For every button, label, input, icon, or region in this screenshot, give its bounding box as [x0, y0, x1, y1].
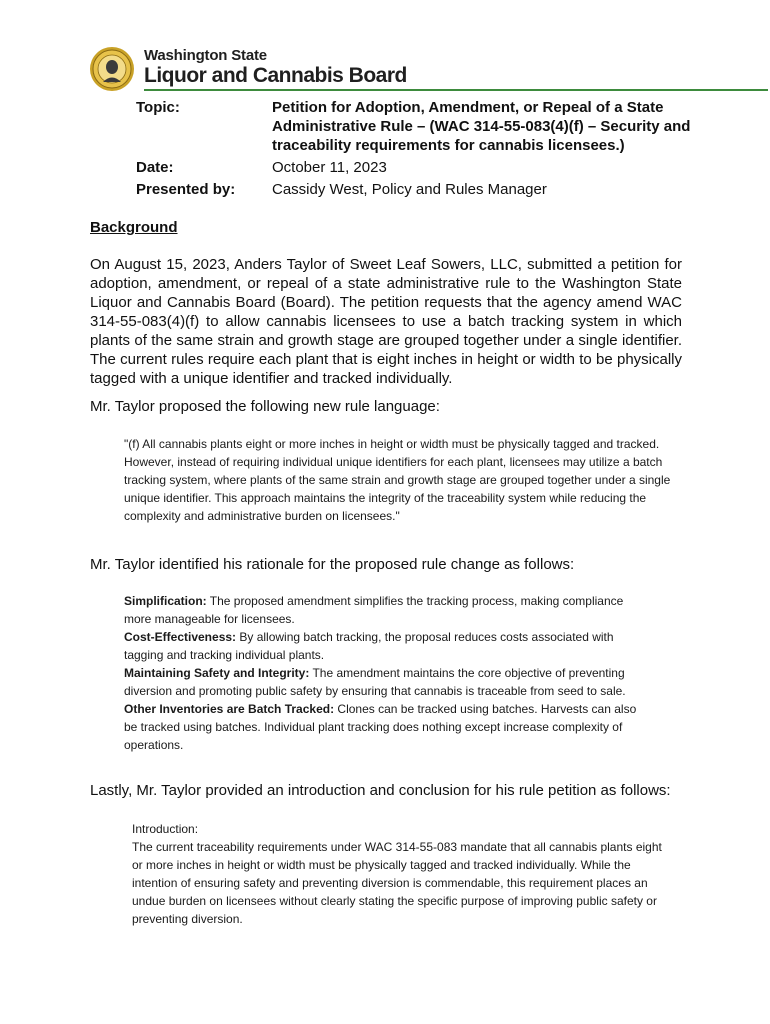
- header-divider: [144, 89, 768, 91]
- proposed-rule-quote: [124, 435, 684, 525]
- memo-meta: [136, 98, 696, 199]
- org-name-line1: Washington State: [144, 47, 267, 64]
- rationale-term: Maintaining Safety and Integrity:: [124, 666, 310, 680]
- rationale-text: The proposed amendment simplifies the tracking process, making compliance more manageable for licensees.: [124, 594, 624, 626]
- rationale-item: [124, 664, 644, 700]
- date-value: October 11, 2023: [272, 159, 387, 176]
- rationale-item: [124, 700, 644, 754]
- rationale-intro: Mr. Taylor identified his rationale for the proposed rule change as follows:: [90, 556, 575, 573]
- proposed-rule-text: "(f) All cannabis plants eight or more inches in height or width must be physically tagged and tracked. However, instead of requiring individual unique identifiers for each plant, licensees may utilize a batch tracking system, where plants of the same strain and growth stage are grouped together under a single unique identifier. This approach maintains the integrity of the traceability system while reducing the complexity and administrative burden on licensees.": [124, 437, 671, 523]
- letterhead: [89, 44, 689, 94]
- topic-value: Petition for Adoption, Amendment, or Repeal of a State Administrative Rule – (WAC 314-55-083(4)(f) – Security and traceability requirements for cannabis licensees.): [272, 99, 691, 154]
- proposed-language-intro: Mr. Taylor proposed the following new rule language:: [90, 398, 440, 415]
- conclusion-intro: Lastly, Mr. Taylor provided an introduction and conclusion for his rule petition as follows:: [90, 782, 671, 799]
- topic-label: Topic:: [136, 99, 180, 116]
- rationale-item: [124, 592, 644, 628]
- presented-row: [136, 180, 696, 199]
- introduction-heading: Introduction:: [132, 822, 199, 836]
- washington-state-seal-icon: [89, 46, 135, 92]
- presented-value: Cassidy West, Policy and Rules Manager: [272, 181, 547, 198]
- date-row: [136, 158, 696, 180]
- rationale-text: By allowing batch tracking, the proposal reduces costs associated with tagging and tracking individual plants.: [124, 630, 614, 662]
- background-paragraph: On August 15, 2023, Anders Taylor of Sweet Leaf Sowers, LLC, submitted a petition for adoption, amendment, or repeal of a state administrative rule to the Washington State Liquor and Cannabis Board (Board). The petition requests that the agency amend WAC 314-55-083(4)(f) to allow cannabis licensees to use a batch tracking system in which plants of the same strain and growth stage are grouped together under a single identifier. The current rules require each plant that is eight inches in height or width to be physically tagged with a unique identifier and tracked individually.: [90, 256, 682, 387]
- rationale-term: Other Inventories are Batch Tracked:: [124, 702, 335, 716]
- rationale-text: Clones can be tracked using batches. Harvests can also be tracked using batches. Individual plant tracking does nothing except increase complexity of operations.: [124, 702, 637, 752]
- presented-label: Presented by:: [136, 181, 236, 198]
- background-heading: Background: [90, 219, 178, 236]
- introduction-text: The current traceability requirements under WAC 314-55-083 mandate that all cannabis plants eight or more inches in height or width must be physically tagged and tracked individually. While the intention of ensuring safety and preventing diversion is commendable, this requirement places an undue burden on licensees without clearly stating the specific purpose of improving public safety or preventing diversion.: [132, 840, 662, 926]
- rationale-list: [124, 592, 644, 754]
- org-name-line2: Liquor and Cannabis Board: [144, 64, 407, 87]
- rationale-text: The amendment maintains the core objective of preventing diversion and promoting public safety by ensuring that cannabis is traceable from seed to sale.: [124, 666, 626, 698]
- rationale-item: [124, 628, 644, 664]
- date-label: Date:: [136, 159, 174, 176]
- rationale-term: Cost-Effectiveness:: [124, 630, 237, 644]
- topic-row: [136, 98, 696, 158]
- rationale-term: Simplification:: [124, 594, 207, 608]
- introduction-excerpt: [132, 820, 662, 928]
